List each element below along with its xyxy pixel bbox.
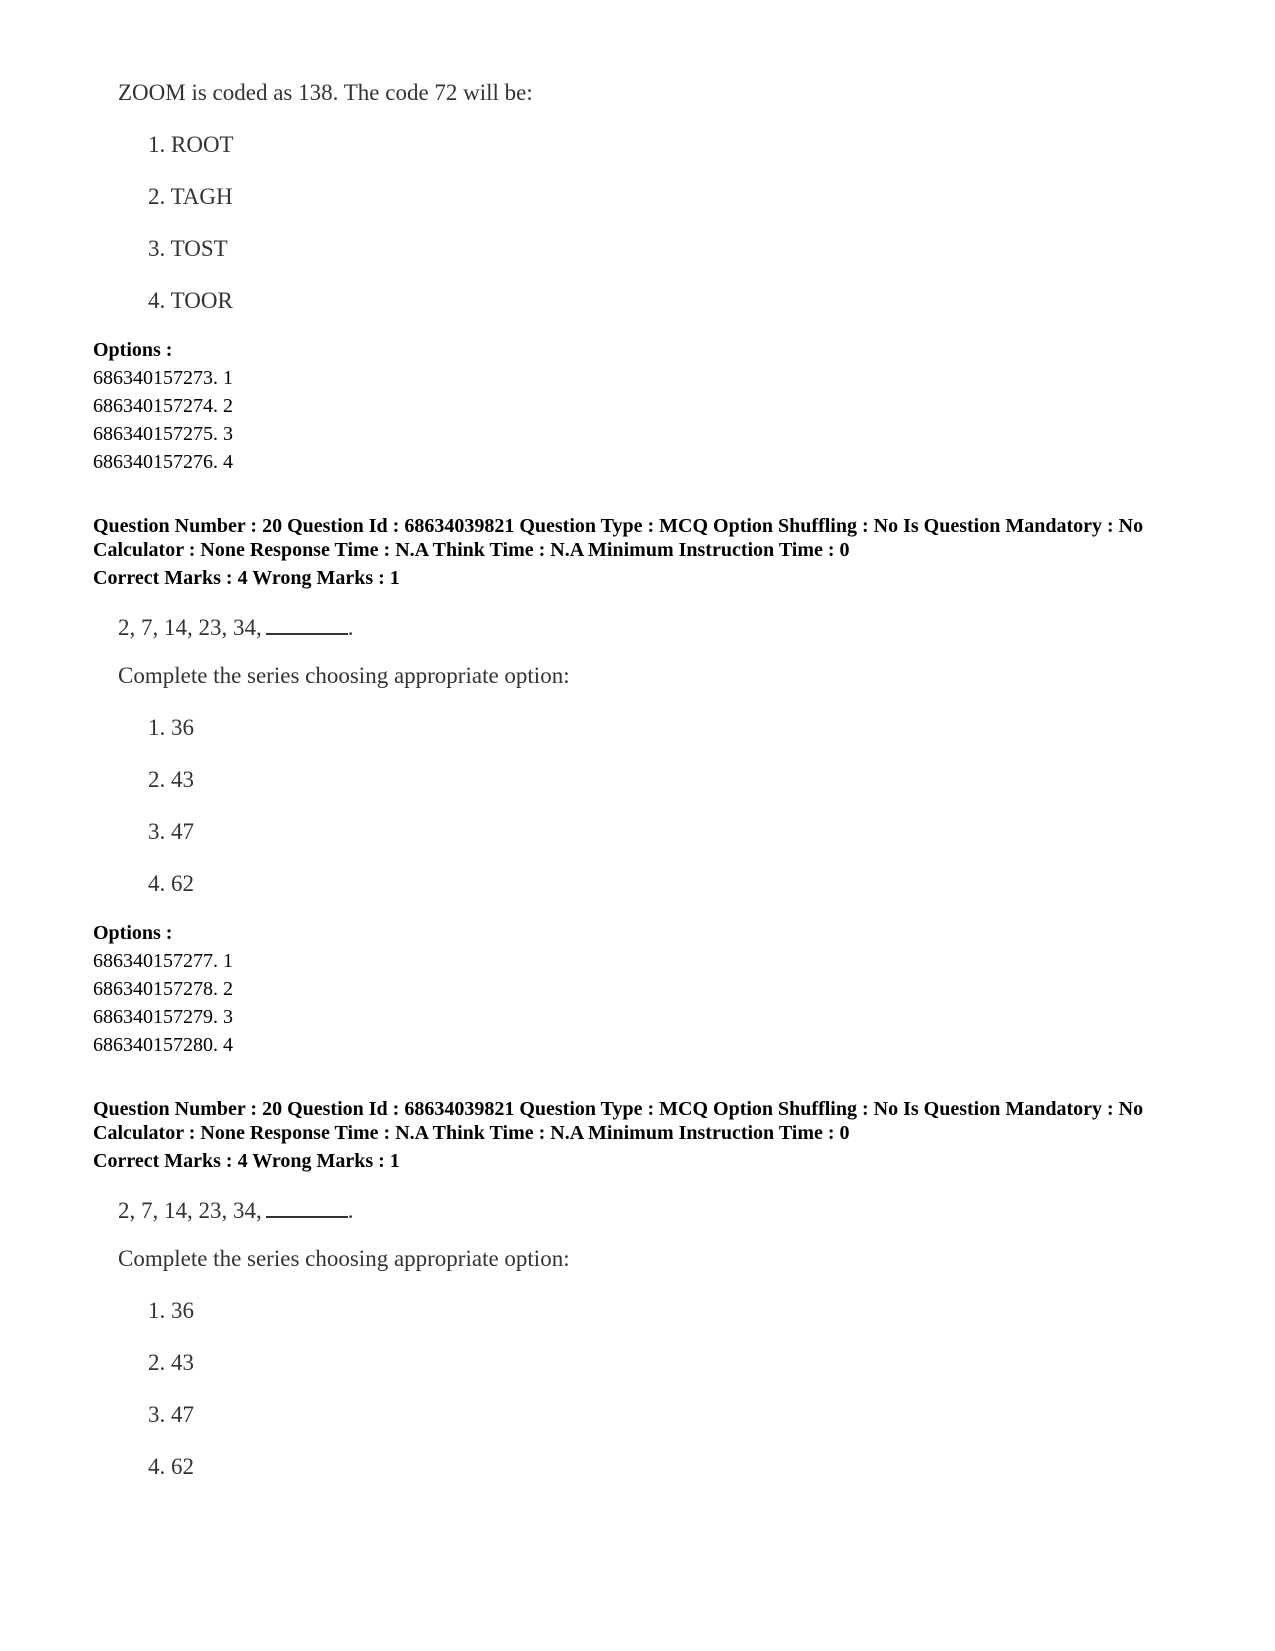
choice-item: 1. 36 [148, 715, 194, 740]
question-meta: Question Number : 20 Question Id : 68634039821 Question Type : MCQ Option Shuffling : No Is Question Mandatory : No Calculator : None Response Time : N.A Think Time : N.A Minimum Instruction Time : 0 [93, 1098, 1144, 1144]
option-id-line: 686340157279. 3 [93, 1006, 233, 1028]
option-id-line: 686340157280. 4 [93, 1034, 233, 1056]
instruction-text: Complete the series choosing appropriate option: [118, 663, 570, 688]
marks-line: Correct Marks : 4 Wrong Marks : 1 [93, 1150, 400, 1172]
series-end: . [347, 615, 354, 640]
choice-item: 4. TOOR [148, 288, 233, 313]
choice-item: 1. 36 [148, 1298, 194, 1323]
choice-item: 2. 43 [148, 767, 194, 792]
answer-blank [266, 615, 348, 635]
option-id-line: 686340157277. 1 [93, 950, 233, 972]
option-id-line: 686340157278. 2 [93, 978, 233, 1000]
choice-item: 3. 47 [148, 819, 194, 844]
option-id-line: 686340157276. 4 [93, 451, 233, 473]
choice-item: 3. 47 [148, 1402, 194, 1427]
series-end: . [347, 1198, 354, 1223]
choice-item: 3. TOST [148, 236, 228, 261]
answer-blank [266, 1198, 348, 1218]
options-heading: Options : [93, 339, 173, 361]
question-meta: Question Number : 20 Question Id : 68634039821 Question Type : MCQ Option Shuffling : No Is Question Mandatory : No Calculator : None Response Time : N.A Think Time : N.A Minimum Instruction Time : 0 [93, 515, 1144, 561]
instruction-text: Complete the series choosing appropriate option: [118, 1246, 570, 1271]
option-id-line: 686340157274. 2 [93, 395, 233, 417]
choice-item: 1. ROOT [148, 132, 234, 157]
series-line [118, 615, 354, 641]
marks-line: Correct Marks : 4 Wrong Marks : 1 [93, 567, 400, 589]
choice-item: 4. 62 [148, 1454, 194, 1479]
choice-item: 4. 62 [148, 871, 194, 896]
choice-item: 2. TAGH [148, 184, 233, 209]
question-text: ZOOM is coded as 138. The code 72 will be: [118, 80, 533, 105]
series-line [118, 1198, 354, 1224]
series-text: 2, 7, 14, 23, 34, [118, 615, 262, 640]
options-heading: Options : [93, 922, 173, 944]
option-id-line: 686340157273. 1 [93, 367, 233, 389]
option-id-line: 686340157275. 3 [93, 423, 233, 445]
choice-item: 2. 43 [148, 1350, 194, 1375]
series-text: 2, 7, 14, 23, 34, [118, 1198, 262, 1223]
